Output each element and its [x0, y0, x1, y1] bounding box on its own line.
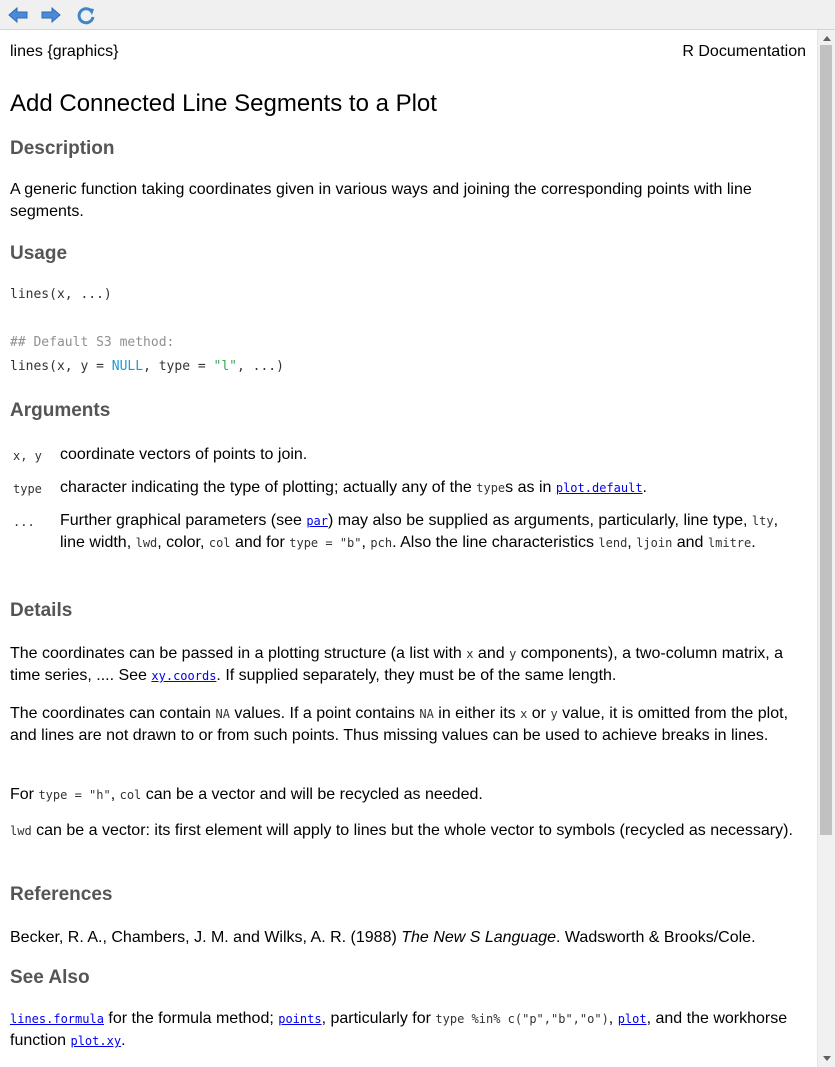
- toolbar: [0, 0, 835, 30]
- link-xy-coords[interactable]: xy.coords: [151, 669, 217, 683]
- arg-name-dots: ...: [13, 515, 35, 529]
- link-points[interactable]: points: [278, 1012, 322, 1026]
- back-arrow-icon[interactable]: [7, 4, 29, 26]
- details-paragraph-3: For type = "h", col can be a vector and will be recycled as needed.: [10, 786, 483, 803]
- see-also-heading: See Also: [10, 967, 90, 988]
- arg-name-type: type: [13, 482, 42, 496]
- arg-desc-type: character indicating the type of plotting; actually any of the types as in plot.default.: [60, 479, 647, 496]
- description-heading: Description: [10, 138, 115, 159]
- refresh-icon[interactable]: [75, 4, 97, 26]
- details-paragraph-1: The coordinates can be passed in a plotting structure (a list with x and y components), a two-column matrix, a time series, .... See xy.coords. If supplied separately, they must be of the same length.: [10, 645, 784, 684]
- description-text: A generic function taking coordinates given in various ways and joining the corresponding points with line segments.: [10, 181, 752, 220]
- vertical-scrollbar[interactable]: [817, 30, 835, 1067]
- forward-arrow-icon[interactable]: [40, 4, 62, 26]
- see-also-text: lines.formula for the formula method; points, particularly for type %in% c("p","b","o"), plot, and the workhorse function plot.xy.: [10, 1010, 788, 1049]
- usage-heading: Usage: [10, 243, 68, 264]
- scroll-up-icon[interactable]: [823, 36, 831, 41]
- link-par[interactable]: par: [306, 514, 329, 528]
- arg-desc-xy: coordinate vectors of points to join.: [60, 446, 308, 463]
- scrollbar-thumb[interactable]: [820, 45, 832, 835]
- help-frame: [0, 30, 835, 1067]
- page-title: Add Connected Line Segments to a Plot: [10, 90, 437, 117]
- link-plot[interactable]: plot: [617, 1012, 647, 1026]
- scroll-down-icon[interactable]: [823, 1056, 831, 1061]
- details-paragraph-4: lwd can be a vector: its first element will apply to lines but the whole vector to symbols (recycled as necessary).: [10, 822, 793, 839]
- link-plot-xy[interactable]: plot.xy: [70, 1034, 122, 1048]
- references-heading: References: [10, 884, 113, 905]
- doc-source: R Documentation: [682, 43, 806, 60]
- usage-line-2: lines(x, y = NULL, type = "l", ...): [10, 359, 284, 374]
- link-lines-formula[interactable]: lines.formula: [10, 1012, 104, 1026]
- help-content: [0, 30, 817, 1067]
- doc-topic: lines {graphics}: [10, 43, 119, 60]
- references-text: Becker, R. A., Chambers, J. M. and Wilks, A. R. (1988) The New S Language. Wadsworth & Brooks/Cole.: [10, 929, 756, 946]
- arg-name-xy: x, y: [13, 449, 42, 463]
- details-paragraph-2: The coordinates can contain NA values. If a point contains NA in either its x or y value, it is omitted from the plot, and lines are not drawn to or from such points. Thus missing values can be used to achieve breaks in lines.: [10, 705, 789, 744]
- arg-desc-dots: Further graphical parameters (see par) may also be supplied as arguments, particularly, line type, lty, line width, lwd, color, col and for type = "b", pch. Also the line characteristics lend, ljoin and lmitre.: [60, 512, 779, 551]
- arguments-heading: Arguments: [10, 400, 111, 421]
- usage-comment: ## Default S3 method:: [10, 335, 175, 350]
- details-heading: Details: [10, 600, 73, 621]
- link-plot-default[interactable]: plot.default: [555, 481, 643, 495]
- usage-line-1: lines(x, ...): [10, 287, 112, 302]
